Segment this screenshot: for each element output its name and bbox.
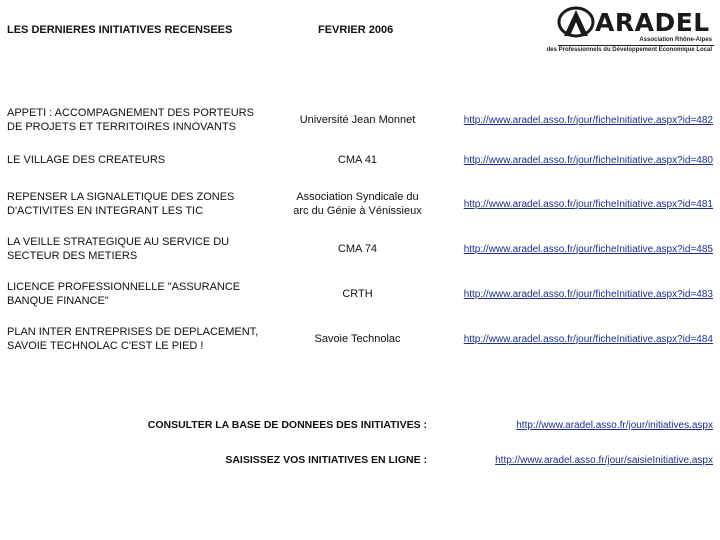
organization-line: arc du Génie à Vénissieux (293, 205, 422, 217)
initiative-link[interactable]: http://www.aradel.asso.fr/jour/ficheInitiative.aspx?id=481 (463, 198, 713, 210)
initiative-title (7, 184, 277, 224)
page-date: FEVRIER 2006 (318, 24, 394, 36)
initiative-title (7, 140, 277, 180)
organization-line: Université Jean Monnet (299, 114, 416, 126)
logo-divider (558, 45, 714, 46)
initiative-title (7, 274, 277, 314)
initiative-link[interactable]: http://www.aradel.asso.fr/jour/ficheInitiative.aspx?id=484 (463, 333, 713, 345)
submit-initiatives-link[interactable]: http://www.aradel.asso.fr/jour/saisieInitiative.aspx (495, 455, 713, 466)
initiative-row (0, 319, 720, 359)
organization-line: Savoie Technolac (314, 333, 401, 345)
initiative-link[interactable]: http://www.aradel.asso.fr/jour/ficheInitiative.aspx?id=480 (463, 154, 713, 166)
organization-line: CRTH (342, 288, 373, 300)
initiative-title-line: LE VILLAGE DES CREATEURS (7, 154, 166, 166)
initiative-organization (280, 184, 435, 224)
initiative-organization (280, 229, 435, 269)
initiative-organization (280, 140, 435, 180)
initiative-link[interactable]: http://www.aradel.asso.fr/jour/ficheInitiative.aspx?id=483 (463, 288, 713, 300)
initiative-title-line: SECTEUR DES METIERS (7, 250, 138, 262)
initiative-row (0, 184, 720, 224)
initiative-title-line: D'ACTIVITES EN INTEGRANT LES TIC (7, 205, 204, 217)
aradel-logo (546, 6, 716, 56)
initiative-title-line: LA VEILLE STRATEGIQUE AU SERVICE DU (7, 236, 230, 248)
initiative-row (0, 274, 720, 314)
logo-subtitle-1: Association Rhône-Alpes (639, 37, 712, 43)
initiative-link[interactable]: http://www.aradel.asso.fr/jour/ficheInitiative.aspx?id=482 (463, 114, 713, 126)
initiative-row (0, 100, 720, 140)
page-title: LES DERNIERES INITIATIVES RECENSEES (7, 24, 233, 36)
submit-initiatives-label: SAISISSEZ VOS INITIATIVES EN LIGNE : (225, 454, 427, 466)
logo-subtitle-2: des Professionnels du Développement Economique Local (546, 47, 712, 53)
initiative-link[interactable]: http://www.aradel.asso.fr/jour/ficheInitiative.aspx?id=485 (463, 243, 713, 255)
initiative-row (0, 229, 720, 269)
organization-line: CMA 41 (337, 154, 378, 166)
organization-line: Association Syndicale du (296, 191, 419, 203)
initiative-title-line: PLAN INTER ENTREPRISES DE DEPLACEMENT, (7, 326, 259, 338)
initiative-title-line: SAVOIE TECHNOLAC C'EST LE PIED ! (7, 340, 204, 352)
initiative-title-line: APPETI : ACCOMPAGNEMENT DES PORTEURS (7, 107, 254, 119)
consult-database-link[interactable]: http://www.aradel.asso.fr/jour/initiatives.aspx (516, 420, 713, 431)
initiative-title-line: BANQUE FINANCE" (7, 295, 109, 307)
logo-name: ARADEL (595, 8, 710, 37)
initiative-organization (280, 319, 435, 359)
initiative-title (7, 319, 277, 359)
initiative-title (7, 100, 277, 140)
initiative-title-line: DE PROJETS ET TERRITOIRES INNOVANTS (7, 121, 237, 133)
consult-database-label: CONSULTER LA BASE DE DONNEES DES INITIATIVES : (147, 419, 427, 431)
logo-mark-icon (556, 6, 596, 40)
initiative-organization (280, 274, 435, 314)
initiative-title (7, 229, 277, 269)
initiative-title-line: LICENCE PROFESSIONNELLE "ASSURANCE (7, 281, 241, 293)
organization-line: CMA 74 (337, 243, 378, 255)
initiative-row (0, 140, 720, 180)
initiative-title-line: REPENSER LA SIGNALETIQUE DES ZONES (7, 191, 235, 203)
initiative-organization (280, 100, 435, 140)
